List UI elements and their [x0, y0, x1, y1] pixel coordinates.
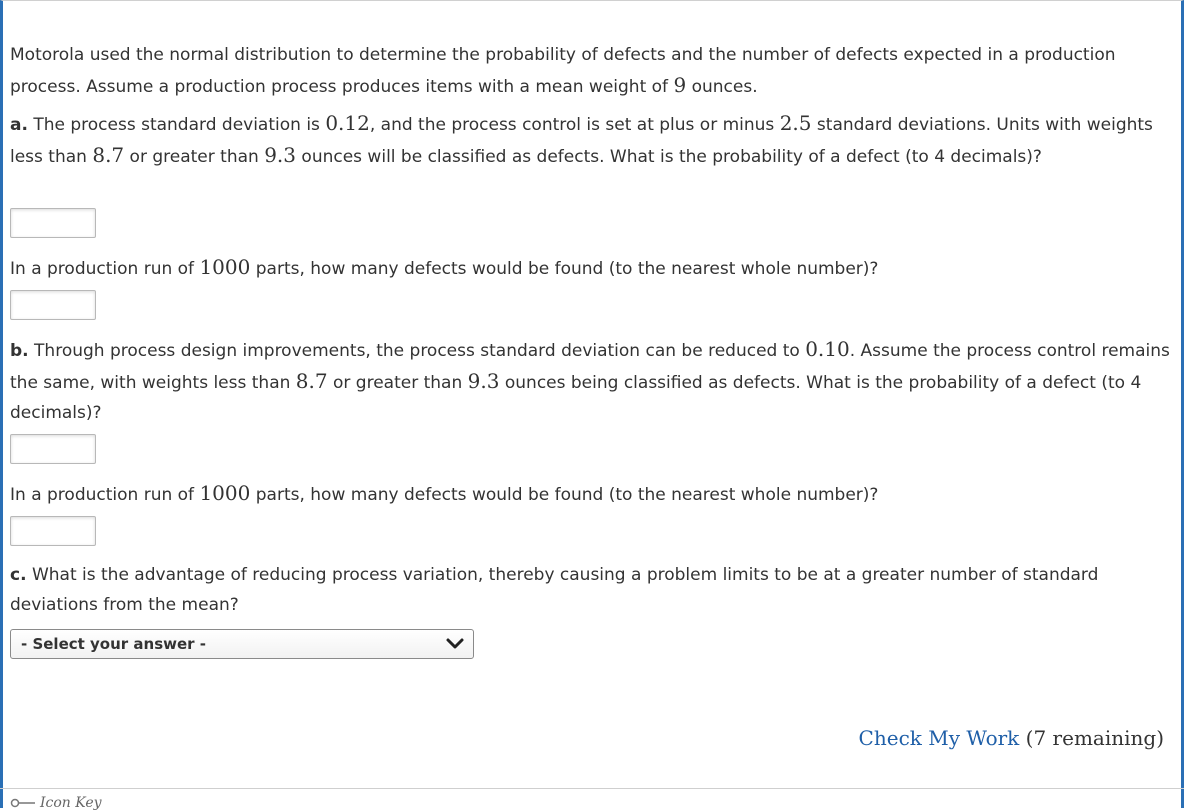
icon-key[interactable] [10, 795, 102, 811]
icon-key-label: Icon Key [40, 795, 102, 811]
check-my-work [859, 726, 1164, 750]
part-b-defects-input[interactable] [10, 516, 96, 546]
intro-text: Motorola used the normal distribution to determine the probability of defects and the number of defects expected in a production process. Assume a production process produces items with a mean weight of 9 ounces. [10, 45, 1116, 97]
divider [0, 788, 1184, 789]
part-a-probability-input[interactable] [10, 208, 96, 238]
part-a-label: a. [10, 115, 28, 135]
mean-value: 9 [673, 73, 687, 97]
part-b-label: b. [10, 341, 29, 361]
part-b-probability-input[interactable] [10, 434, 96, 464]
part-c-label: c. [10, 565, 27, 585]
chevron-down-icon [445, 637, 465, 651]
part-c-question: c. What is the advantage of reducing process variation, thereby causing a problem limits to be at a greater number of standard deviations from the mean? [10, 565, 1099, 615]
part-b-run-question: In a production run of 1000 parts, how many defects would be found (to the nearest whole number)? [10, 481, 879, 505]
part-a-defects-input[interactable] [10, 290, 96, 320]
part-a-question: a. The process standard deviation is 0.12, and the process control is set at plus or minus 2.5 standard deviations. Units with weights less than 8.7 or greater than 9.3 ounces will be classified as defects. What is the probability of a defect (to 4 decimals)? [10, 111, 1153, 167]
select-value: - Select your answer - [21, 635, 207, 653]
key-icon [10, 798, 36, 808]
part-a-run-question: In a production run of 1000 parts, how many defects would be found (to the nearest whole number)? [10, 255, 879, 279]
remaining-count: (7 remaining) [1019, 726, 1164, 750]
part-c-answer-select[interactable] [10, 629, 474, 659]
part-b-question: b. Through process design improvements, the process standard deviation can be reduced to 0.10. Assume the process control remains the same, with weights less than 8.7 or greater than 9.3 ounces being classified as defects. What is the probability of a defect (to 4 decimals)? [10, 337, 1170, 423]
check-my-work-link[interactable]: Check My Work [858, 726, 1020, 750]
